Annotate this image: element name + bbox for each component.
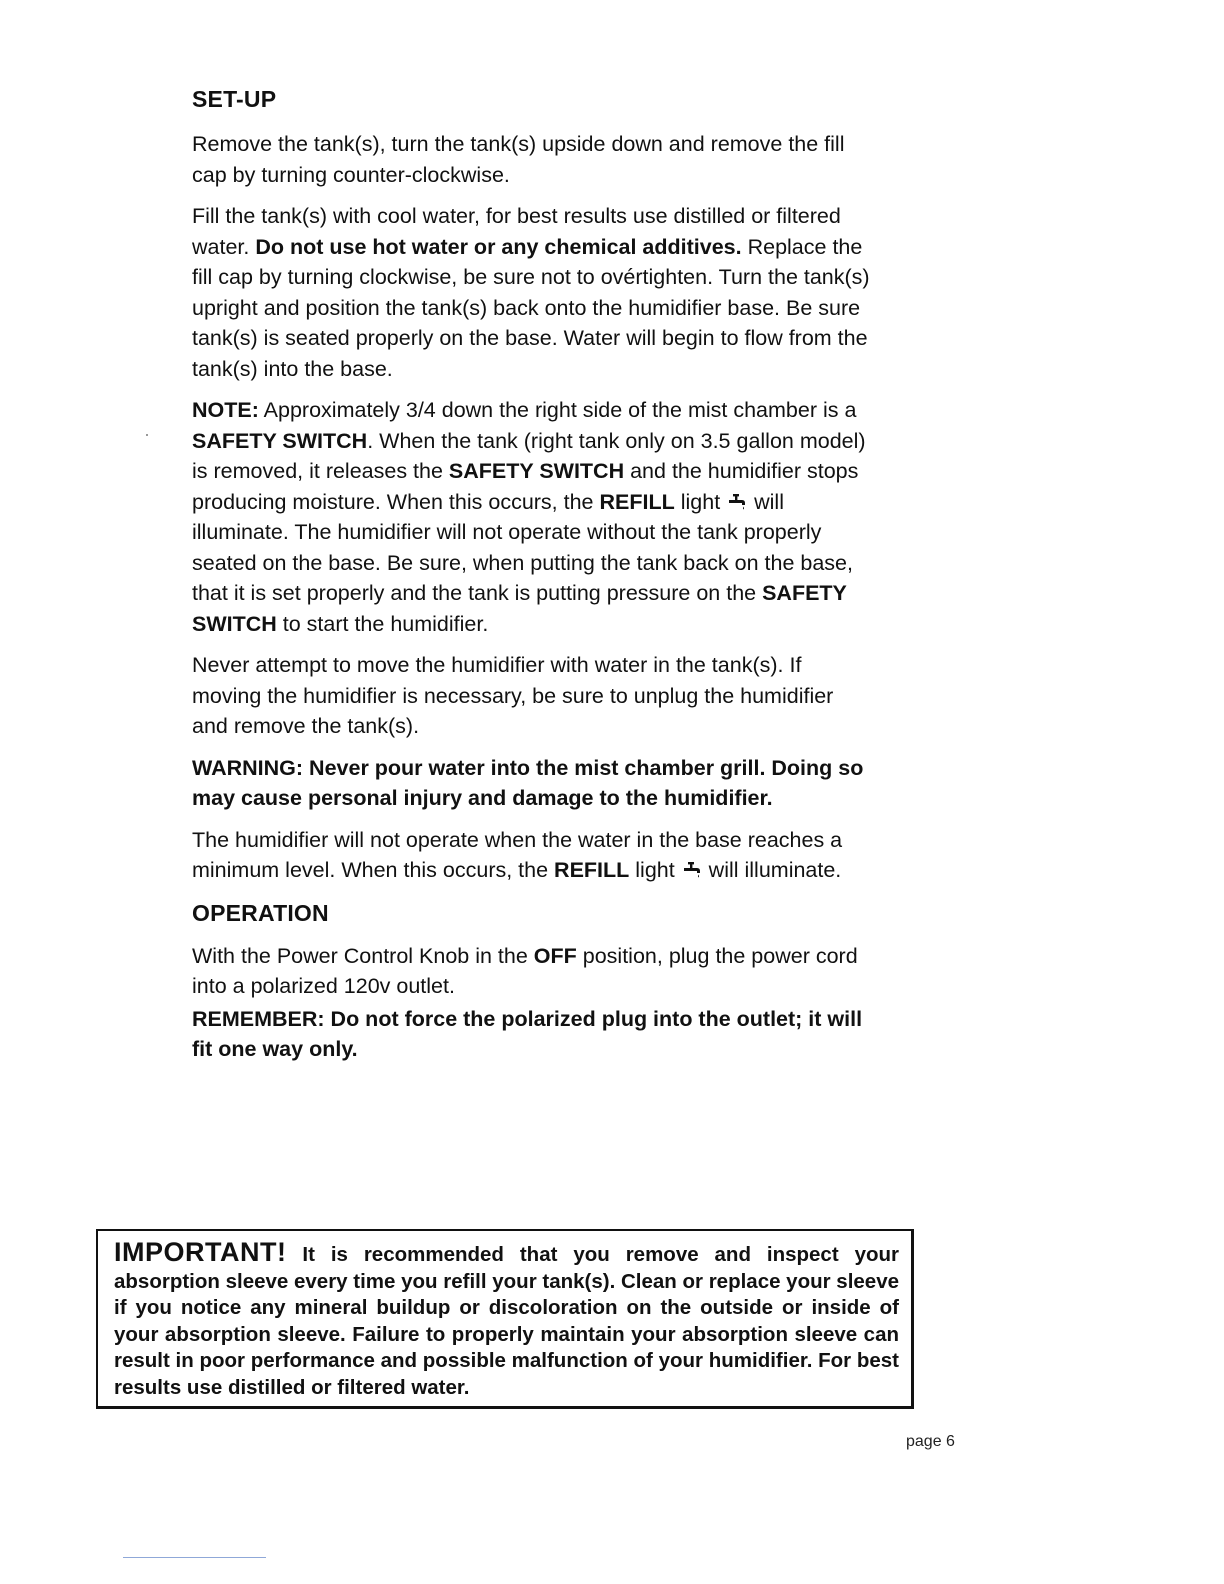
setup-paragraph-fill-tank xyxy=(192,201,872,384)
setup-note-paragraph xyxy=(192,395,872,639)
note-label: NOTE: xyxy=(192,398,259,422)
safety-switch-term-2: SAFETY SWITCH xyxy=(448,459,625,483)
setup-heading: SET-UP xyxy=(192,86,277,112)
refill-term-2: REFILL xyxy=(554,858,630,882)
note-text-a: Approximately 3/4 down the right side of the mist chamber is a xyxy=(258,398,857,422)
p5-text-a: The humidifier will not operate when the water in the base reaches a minimum level. When this occurs, the xyxy=(192,827,843,882)
refill-faucet-icon xyxy=(683,857,701,875)
note-text-d: light xyxy=(674,489,727,514)
important-notice-box xyxy=(96,1229,914,1409)
operation-text-a: With the Power Control Knob in the xyxy=(192,943,534,968)
note-text-f: to start the humidifier. xyxy=(276,611,489,636)
safety-switch-term-3: SAFETY SWITCH xyxy=(192,581,847,636)
note-text-c: and the humidifier stops producing moisture. When this occurs, the xyxy=(192,459,859,514)
note-text-b: . When the tank (right tank only on 3.5 gallon model) is removed, it releases the xyxy=(192,428,866,483)
setup-min-level-paragraph xyxy=(192,825,872,886)
setup-p1-text: Remove the tank(s), turn the tank(s) upside down and remove the fill cap by turning counter-clockwise. xyxy=(192,132,845,187)
setup-p4-text: Never attempt to move the humidifier with water in the tank(s). If moving the humidifier is necessary, be sure to unplug the humidifier and remove the tank(s). xyxy=(192,653,834,738)
setup-move-paragraph xyxy=(192,650,872,742)
setup-p2-bold: Do not use hot water or any chemical additives. xyxy=(255,234,742,259)
off-term: OFF xyxy=(533,943,577,968)
page-number: page 6 xyxy=(906,1433,955,1450)
p5-text-c: will illuminate. xyxy=(702,858,842,882)
important-label: IMPORTANT! xyxy=(114,1237,287,1267)
setup-p2-text-b: Replace the fill cap by turning clockwise, be sure not to ovértighten. Turn the tank(s) upright and position the tank(s) back onto the humidifier base. Be sure tank(s) is seated properly on the base. Water will begin to flow from the tank(s) into the base. xyxy=(192,234,870,381)
setup-p2-text-a: Fill the tank(s) with cool water, for best results use distilled or filtered water. xyxy=(192,204,841,259)
setup-paragraph-remove-tank xyxy=(192,129,872,190)
remember-paragraph: REMEMBER: Do not force the polarized plug into the outlet; it will fit one way only. xyxy=(192,1006,863,1061)
important-text: It is recommended that you remove and inspect your absorption sleeve every time you refill your tank(s). Clean or replace your sleeve if you notice any mineral buildup or discoloration on the outside or inside of your absorption sleeve. Failure to properly maintain your absorption sleeve can result in poor performance and possible malfunction of your humidifier. For best results use distilled or filtered water. xyxy=(114,1243,900,1399)
operation-heading: OPERATION xyxy=(192,899,329,926)
refill-term-1: REFILL xyxy=(599,489,675,514)
warning-paragraph: WARNING: Never pour water into the mist chamber grill. Doing so may cause personal injury and damage to the humidifier. xyxy=(192,755,864,810)
scan-speck xyxy=(146,434,148,436)
p5-text-b: light xyxy=(629,858,681,882)
bottom-rule-line xyxy=(123,1557,266,1558)
main-content xyxy=(192,86,872,1065)
safety-switch-term-1: SAFETY SWITCH xyxy=(192,428,368,453)
operation-paragraph xyxy=(192,941,872,1002)
refill-faucet-icon xyxy=(728,489,746,507)
operation-text-b: position, plug the power cord into a polarized 120v outlet. xyxy=(192,943,858,998)
note-text-e: will illuminate. The humidifier will not operate without the tank properly seated on the base. Be sure, when putting the tank back on the base, that it is set properly and the tank is putting pressure on the xyxy=(192,489,853,605)
